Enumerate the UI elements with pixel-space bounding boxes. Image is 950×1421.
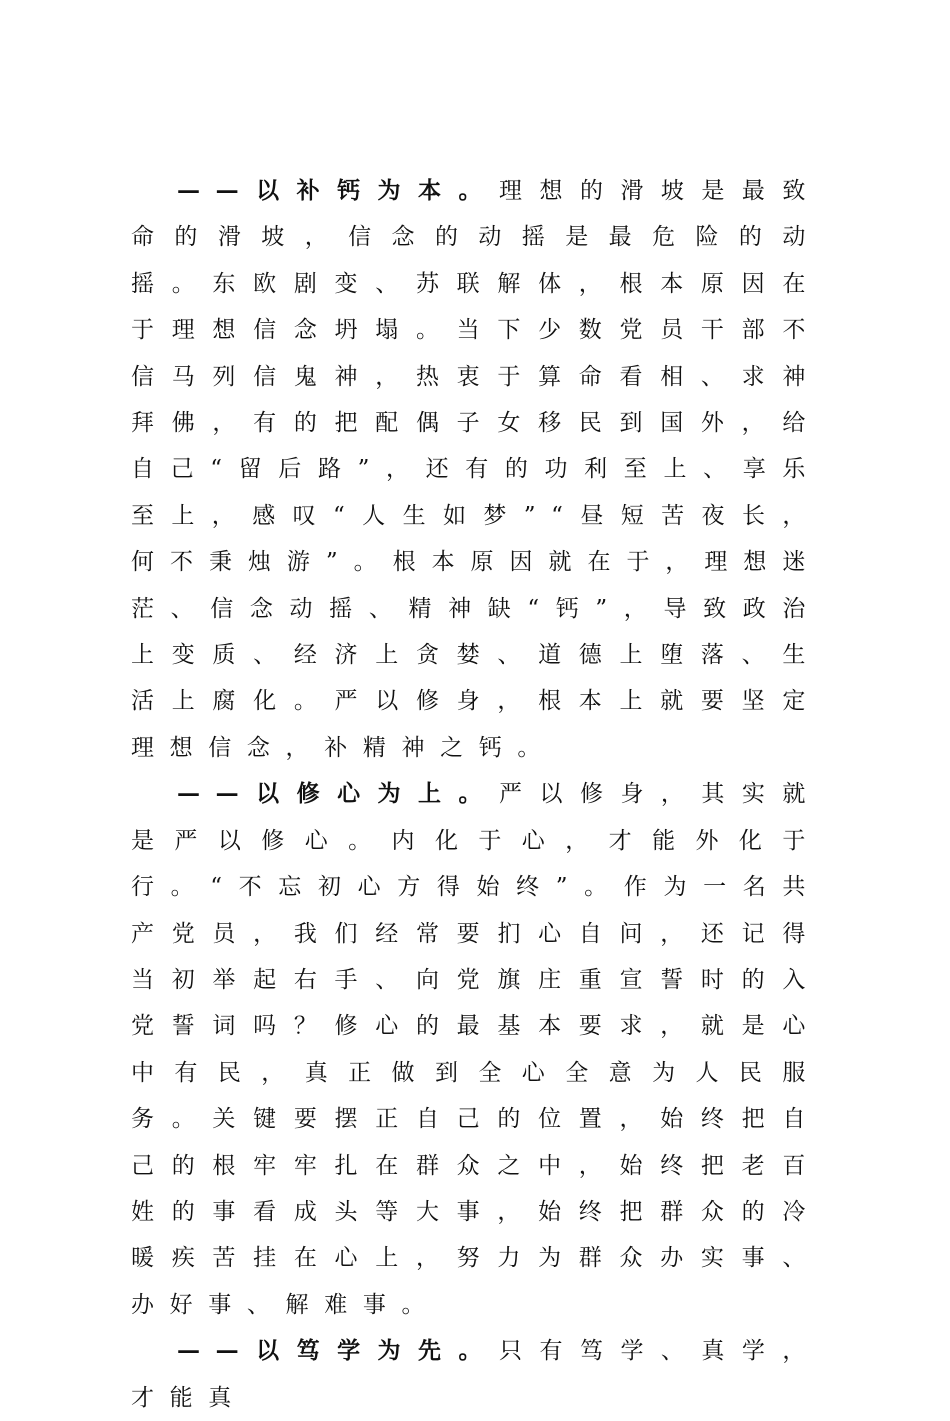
paragraph-body: 严以修身，其实就是严以修心。内化于心，才能外化于行。“不忘初心方得始终”。作为一名共产党员，我们经常要扪心自问，还记得当初举起右手、向党旗庄重宣誓时的入党誓词吗？修心的最基本要求，就是心中有民，真正做到全心全意为人民服务。关键要摆正自己的位置，始终把自己的根牢牢扎在群众之中，始终把老百姓的事看成头等大事，始终把群众的冷暖疾苦挂在心上，努力为群众办实事、办好事、解难事。: [131, 781, 821, 1318]
paragraph-body: 理想的滑坡是最致命的滑坡，信念的动摇是最危险的动摇。东欧剧变、苏联解体，根本原因在于理想信念坍塌。当下少数党员干部不信马列信鬼神，热衷于算命看相、求神拜佛，有的把配偶子女移民到国外，给自己“留后路”，还有的功利至上、享乐至上，感叹“人生如梦”“昼短苦夜长，何不秉烛游”。根本原因就在于，理想迷茫、信念动摇、精神缺“钙”，导致政治上变质、经济上贪婪、道德上堕落、生活上腐化。严以修身，根本上就要坚定理想信念，补精神之钙。: [131, 178, 821, 761]
paragraph-diligent-study: [131, 1328, 821, 1421]
paragraph-supplement-calcium: [131, 168, 821, 771]
paragraph-body: 只有笃学、真学，才能真: [131, 1338, 821, 1411]
paragraph-cultivate-heart: [131, 771, 821, 1328]
body-text: [131, 168, 821, 1421]
paragraph-lead: ——以修心为上。: [177, 780, 499, 808]
paragraph-lead: ——以笃学为先。: [177, 1337, 499, 1365]
paragraph-lead: ——以补钙为本。: [177, 177, 499, 204]
